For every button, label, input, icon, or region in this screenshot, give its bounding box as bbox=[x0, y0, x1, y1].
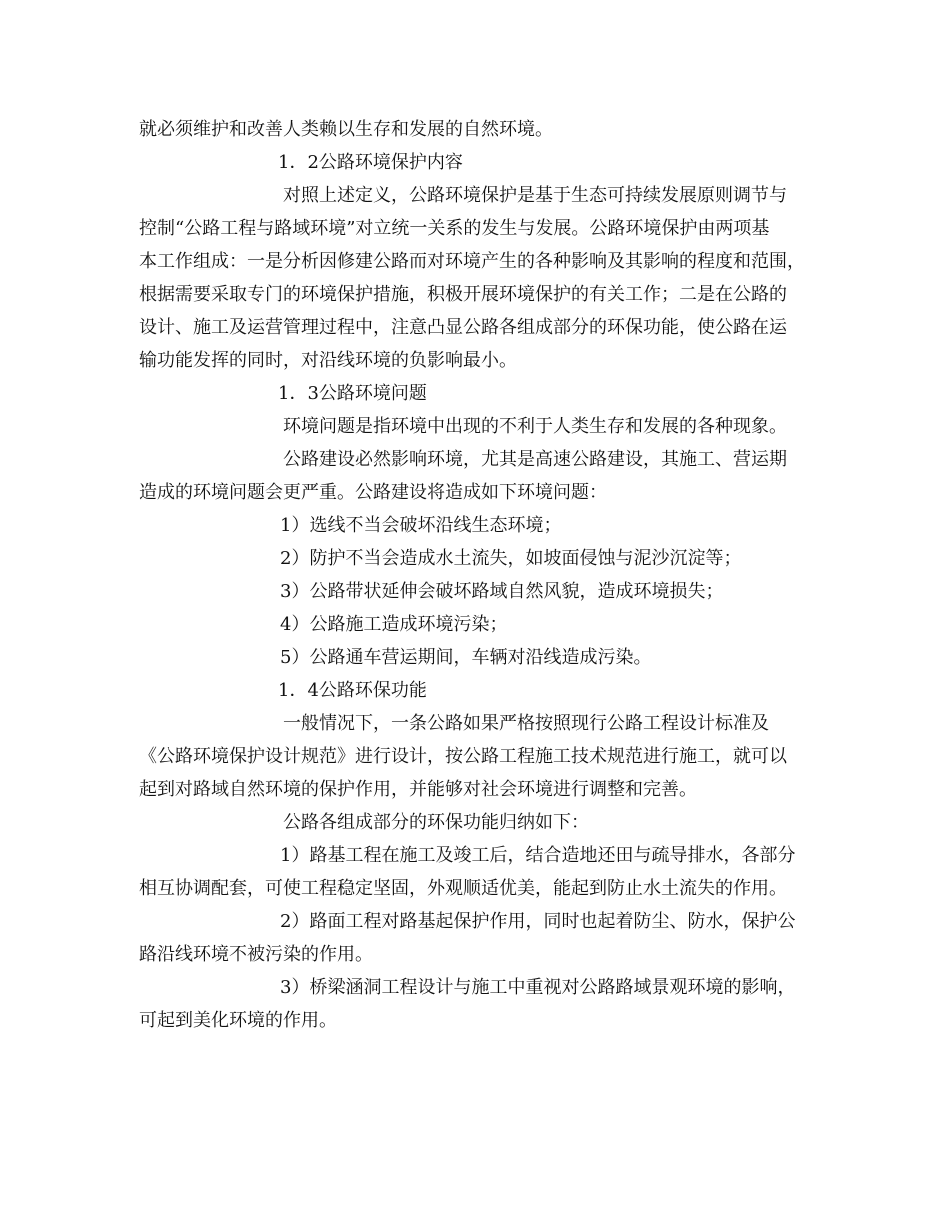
text-line: 相互协调配套，可使工程稳定坚固，外观顺适优美，能起到防止水土流失的作用。 bbox=[139, 878, 787, 899]
text-line: 设计、施工及运营管理过程中，注意凸显公路各组成部分的环保功能，使公路在运 bbox=[139, 317, 787, 338]
list-item: 2）防护不当会造成水土流失，如坡面侵蚀与泥沙沉淀等； bbox=[280, 548, 742, 569]
list-item: 1）选线不当会破坏沿线生态环境； bbox=[280, 515, 562, 536]
text-line: 对照上述定义，公路环境保护是基于生态可持续发展原则调节与 bbox=[283, 185, 787, 206]
text-line: 根据需要采取专门的环境保护措施，积极开展环境保护的有关工作；二是在公路的 bbox=[139, 284, 787, 305]
list-item: 3）公路带状延伸会破坏路域自然风貌，造成环境损失； bbox=[280, 581, 724, 602]
text-line: 一般情况下，一条公路如果严格按照现行公路工程设计标准及 bbox=[283, 713, 769, 734]
text-line: 起到对路域自然环境的保护作用，并能够对社会环境进行调整和完善。 bbox=[139, 779, 697, 800]
text-line: 《公路环境保护设计规范》进行设计，按公路工程施工技术规范进行施工，就可以 bbox=[139, 746, 787, 767]
section-heading: 1．2公路环境保护内容 bbox=[278, 152, 463, 173]
list-item: 4）公路施工造成环境污染； bbox=[280, 614, 508, 635]
section-heading: 1．3公路环境问题 bbox=[278, 383, 427, 404]
text-line: 环境问题是指环境中出现的不利于人类生存和发展的各种现象。 bbox=[283, 416, 787, 437]
list-item: 2）路面工程对路基起保护作用，同时也起着防尘、防水，保护公 bbox=[280, 911, 796, 932]
text-line: 路沿线环境不被污染的作用。 bbox=[139, 944, 373, 965]
text-line: 公路建设必然影响环境，尤其是高速公路建设，其施工、营运期 bbox=[283, 449, 787, 470]
text-line: 输功能发挥的同时，对沿线环境的负影响最小。 bbox=[139, 350, 517, 371]
text-line: 公路各组成部分的环保功能归纳如下： bbox=[283, 812, 589, 833]
list-item: 3）桥梁涵洞工程设计与施工中重视对公路路域景观环境的影响， bbox=[280, 977, 796, 998]
text-line: 可起到美化环境的作用。 bbox=[139, 1010, 337, 1031]
text-line: 就必须维护和改善人类赖以生存和发展的自然环境。 bbox=[139, 119, 553, 140]
text-line: 本工作组成：一是分析因修建公路而对环境产生的各种影响及其影响的程度和范围， bbox=[139, 251, 805, 272]
text-line: 造成的环境问题会更严重。公路建设将造成如下环境问题： bbox=[139, 482, 607, 503]
section-heading: 1．4公路环保功能 bbox=[278, 680, 427, 701]
list-item: 1）路基工程在施工及竣工后，结合造地还田与疏导排水，各部分 bbox=[280, 845, 796, 866]
list-item: 5）公路通车营运期间，车辆对沿线造成污染。 bbox=[280, 647, 652, 668]
text-line: 控制“公路工程与路域环境”对立统一关系的发生与发展。公路环境保护由两项基 bbox=[139, 218, 770, 239]
